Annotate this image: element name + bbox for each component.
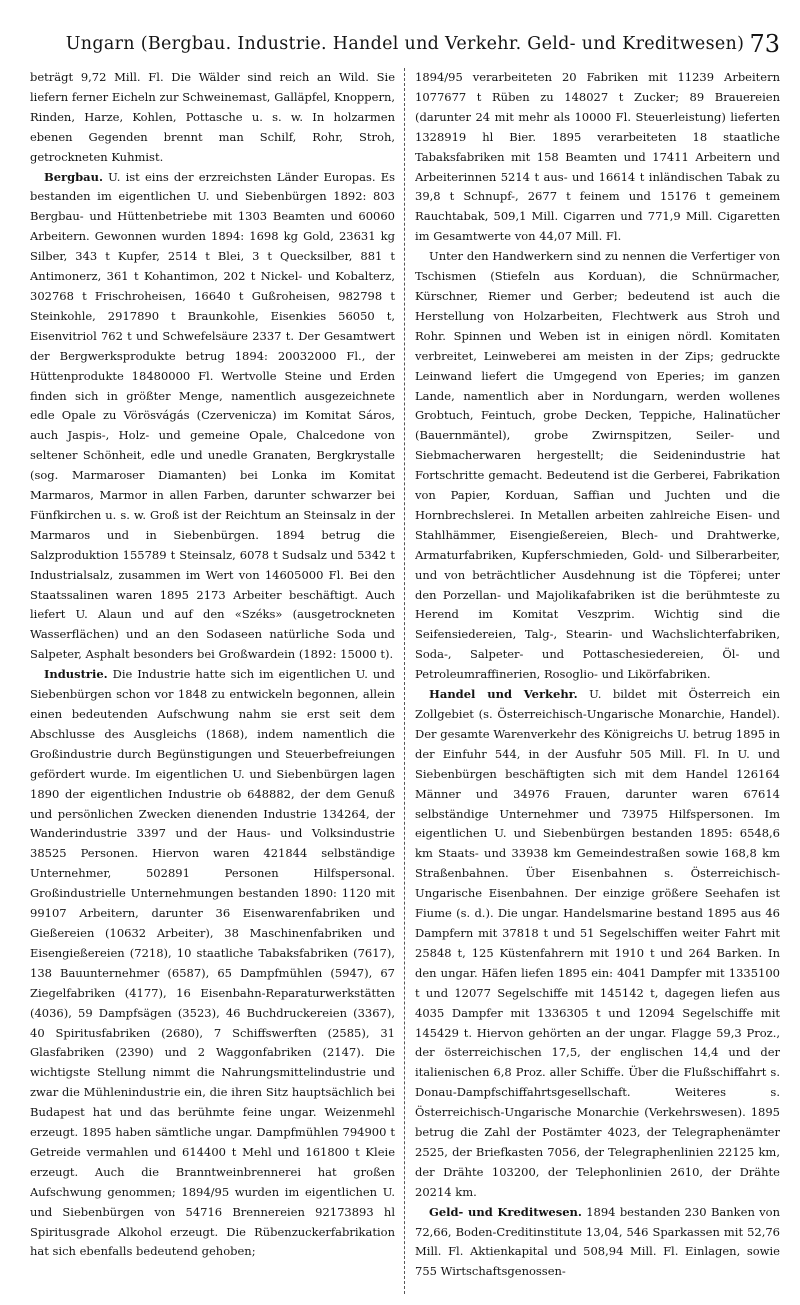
forestry-paragraph: beträgt 9,72 Mill. Fl. Die Wälder sind reich an Wild. Sie liefern ferner Eicheln zur Schweinemast, Galläpfel, Knoppern, Rinden, Harze, Kohlen, Pottasche u. s. w. In holzarmen ebenen Gegenden brennt man Schilf, Rohr, Stroh, getrockneten Kuhmist. (30, 70, 395, 164)
mining-heading: Bergbau. (44, 169, 103, 184)
finance-text: 1894 bestanden 230 Banken von 72,66, Boden-Creditinstitute 13,04, 546 Sparkassen mit 52,76 Mill. Fl. Aktienkapital und 508,94 Mill. Fl. Einlagen, sowie 755 Wirtschaftsgenossen- (415, 1204, 780, 1279)
trade-text: U. bildet mit Österreich ein Zollgebiet (s. Österreichisch-Ungarische Monarchie, Handel). Der gesamte Warenverkehr des Königreichs U. betrug 1895 in der Einfuhr 544, in der Ausfuhr 505 Mill. Fl. In U. und Siebenbürgen beschäftigten sich mit dem Handel 126164 Männer und 34976 Frauen, darunter waren 67614 selbständige Unternehmer und 73975 Hilfspersonen. Im eigentlichen U. und Siebenbürgen bestanden 1895: 6548,6 km Staats- und 33938 km Gemeindestraßen sowie 168,8 km Straßenbahnen. Über Eisenbahnen s. Österreichisch-Ungarische Eisenbahnen. Der einzige größere Seehafen ist Fiume (s. d.). Die ungar. Handelsmarine bestand 1895 aus 46 Dampfern mit 37818 t und 51 Segelschiffen weiter Fahrt mit 25848 t, 125 Küstenfahrern mit 1910 t und 264 Barken. In den ungar. Häfen liefen 1895 ein: 4041 Dampfer mit 1335100 t und 12077 Segelschiffe mit 145142 t, dagegen liefen aus 4035 Dampfer mit 1336305 t und 12094 Segelschiffe mit 145429 t. Hiervon gehörten an der ungar. Flagge 59,3 Proz., der österreichischen 17,5, der englischen 14,4 und der italienischen 6,8 Proz. aller Schiffe. Über die Flußschiffahrt s. Donau-Dampfschiffahrtsgesellschaft. Weiteres s. Österreichisch-Ungarische Monarchie (Verkehrswesen). 1895 betrug die Zahl der Postämter 4023, der Telegraphenämter 2525, der Briefkasten 7056, der Telegraphenlinien 22125 km, der Drähte 103200, der Telephonlinien 2610, der Drähte 20214 km. (415, 687, 780, 1199)
right-column (415, 68, 780, 1294)
encyclopedia-page (30, 24, 780, 1294)
industry-paragraph (30, 665, 395, 1262)
left-column (30, 68, 395, 1294)
mining-text: U. ist eins der erzreichsten Länder Europas. Es bestanden im eigentlichen U. und Siebenbürgen 1892: 803 Bergbau- und Hüttenbetriebe mit 1303 Beamten und 60060 Arbeitern. Gewonnen wurden 1894: 1698 kg Gold, 23631 kg Silber, 343 t Kupfer, 2514 t Blei, 3 t Quecksilber, 881 t Antimonerz, 361 t Kohantimon, 202 t Nickel- und Kobalterz, 302768 t Frischroheisen, 16640 t Gußroheisen, 982798 t Steinkohle, 2917890 t Braunkohle, Eisenkies 56050 t, Eisenvitriol 762 t und Schwefelsäure 2337 t. Der Gesamtwert der Bergwerksprodukte betrug 1894: 20032000 Fl., der Hüttenprodukte 18480000 Fl. Wertvolle Steine und Erden finden sich in größter Menge, namentlich ausgezeichnete edle Opale zu Vörösvágás (Czervenicza) im Komitat Sáros, auch Jaspis-, Holz- und gemeine Opale, Chalcedone von seltener Schönheit, edle und unedle Granaten, Bergkrystalle (sog. Marmaroser Diamanten) bei Lonka im Komitat Marmaros, Marmor in allen Farben, darunter schwarzer bei Fünfkirchen u. s. w. Groß ist der Reichtum an Steinsalz in der Marmaros und in Siebenbürgen. 1894 betrug die Salzproduktion 155789 t Steinsalz, 6078 t Sudsalz und 5342 t Industrialsalz, zusammen im Wert von 14605000 Fl. Bei den Staatssalinen waren 1895 2173 Arbeiter beschäftigt. Auch liefert U. Alaun und auf den «Széks» (ausgetrockneten Wasserflächen) und an den Sodaseen natürliche Soda und Salpeter, Asphalt besonders bei Großwardein (1892: 15000 t). (30, 169, 395, 662)
trade-heading: Handel und Verkehr. (429, 687, 578, 702)
column-divider (404, 68, 405, 1294)
crafts-paragraph: Unter den Handwerkern sind zu nennen die Verfertiger von Tschismen (Stiefeln aus Korduan), die Schnürmacher, Kürschner, Riemer und Gerber; bedeutend ist auch die Herstellung von Holzarbeiten, Flechtwerk aus Stroh und Rohr. Spinnen und Weben ist in einigen nördl. Komitaten verbreitet, Leinweberei am meisten in der Zips; gedruckte Leinwand liefert die Umgegend von Eperies; im ganzen Lande, namentlich aber in Nordungarn, werden wollenes Grobtuch, Feintuch, grobe Decken, Teppiche, Halinatücher (Bauernmäntel), grobe Zwirnspitzen, Seiler- und Siebmacherwaren hergestellt; die Seidenindustrie hat Fortschritte gemacht. Bedeutend ist die Gerberei, Fabrikation von Papier, Korduan, Saffian und Juchten und die Hornbrechslerei. In Metallen arbeiten zahlreiche Eisen- und Stahlhämmer, Eisengießereien, Blech- und Drahtwerke, Armaturfabriken, Kupferschmieden, Gold- und Silberarbeiter, und von beträchtlicher Ausdehnung ist die Töpferei; unter den Porzellan- und Majolikafabriken ist die berühmteste zu Herend im Komitat Veszprim. Wichtig sind die Seifensiedereien, Talg-, Stearin- und Wachslichterfabriken, Soda-, Salpeter- und Pottaschesiedereien, Öl- und Petroleumraffinerien, Rosoglio- und Likörfabriken. (415, 249, 780, 682)
finance-paragraph (415, 1203, 780, 1283)
finance-heading: Geld- und Kreditwesen. (429, 1204, 582, 1219)
running-title: Ungarn (Bergbau. Industrie. Handel und Verkehr. Geld- und Kreditwesen) (65, 34, 745, 54)
page-header (30, 24, 780, 64)
page-number: 73 (749, 30, 780, 58)
industry-text: Die Industrie hatte sich im eigentlichen U. und Siebenbürgen schon vor 1848 zu entwickeln begonnen, allein einen bedeutenden Aufschwung nahm sie erst seit dem Abschlusse des Ausgleichs (1868), indem namentlich die Großindustrie durch Begünstigungen und Steuerbefreiungen gefördert wurde. Im eigentlichen U. und Siebenbürgen lagen 1890 der eigentlichen Industrie ob 648882, der dem Genuß und persönlichen Zwecken dienenden Industrie 134264, der Wanderindustrie 3397 und der Haus- und Volksindustrie 38525 Personen. Hiervon waren 421844 selbständige Unternehmer, 502891 Personen Hilfspersonal. Großindustrielle Unternehmungen bestanden 1890: 1120 mit 99107 Arbeitern, darunter 36 Eisenwarenfabriken und Gießereien (10632 Arbeiter), 38 Maschinenfabriken und Eisengießereien (7218), 10 staatliche Tabaksfabriken (7617), 138 Bauunternehmer (6587), 65 Dampfmühlen (5947), 67 Ziegelfabriken (4177), 16 Eisenbahn-Reparaturwerkstätten (4036), 59 Dampfsägen (3523), 46 Buchdruckereien (3367), 40 Spiritusfabriken (2680), 7 Schiffswerften (2585), 31 Glasfabriken (2390) und 2 Waggonfabriken (2147). Die wichtigste Stellung nimmt die Nahrungsmittelindustrie und zwar die Mühlenindustrie ein, die ihren Sitz hauptsächlich bei Budapest hat und das berühmte feine ungar. Weizenmehl erzeugt. 1895 haben sämtliche ungar. Dampfmühlen 794900 t Getreide vermahlen und 614400 t Mehl und 161800 t Kleie erzeugt. Auch die Branntweinbrennerei hat großen Aufschwung genommen; 1894/95 wurden im eigentlichen U. und Siebenbürgen von 54716 Brennereien 92173893 hl Spiritusgrade Alkohol erzeugt. Die Rübenzuckerfabrikation hat sich ebenfalls bedeutend gehoben; (30, 667, 395, 1259)
trade-paragraph (415, 685, 780, 1203)
industry-heading: Industrie. (44, 667, 108, 682)
industry-continued-paragraph: 1894/95 verarbeiteten 20 Fabriken mit 11239 Arbeitern 1077677 t Rüben zu 148027 t Zucker; 89 Brauereien (darunter 24 mit mehr als 10000 Fl. Steuerleistung) lieferten 1328919 hl Bier. 1895 verarbeiteten 18 staatliche Tabaksfabriken mit 158 Beamten und 17411 Arbeitern und Arbeiterinnen 5214 t aus- und 16614 t inländischen Tabak zu 39,8 t Schnupf-, 2677 t feinem und 15176 t gemeinem Rauchtabak, 509,1 Mill. Cigarren und 771,9 Mill. Cigaretten im Gesamtwerte von 44,07 Mill. Fl. (415, 70, 780, 244)
mining-paragraph (30, 168, 395, 666)
text-columns (30, 68, 780, 1294)
